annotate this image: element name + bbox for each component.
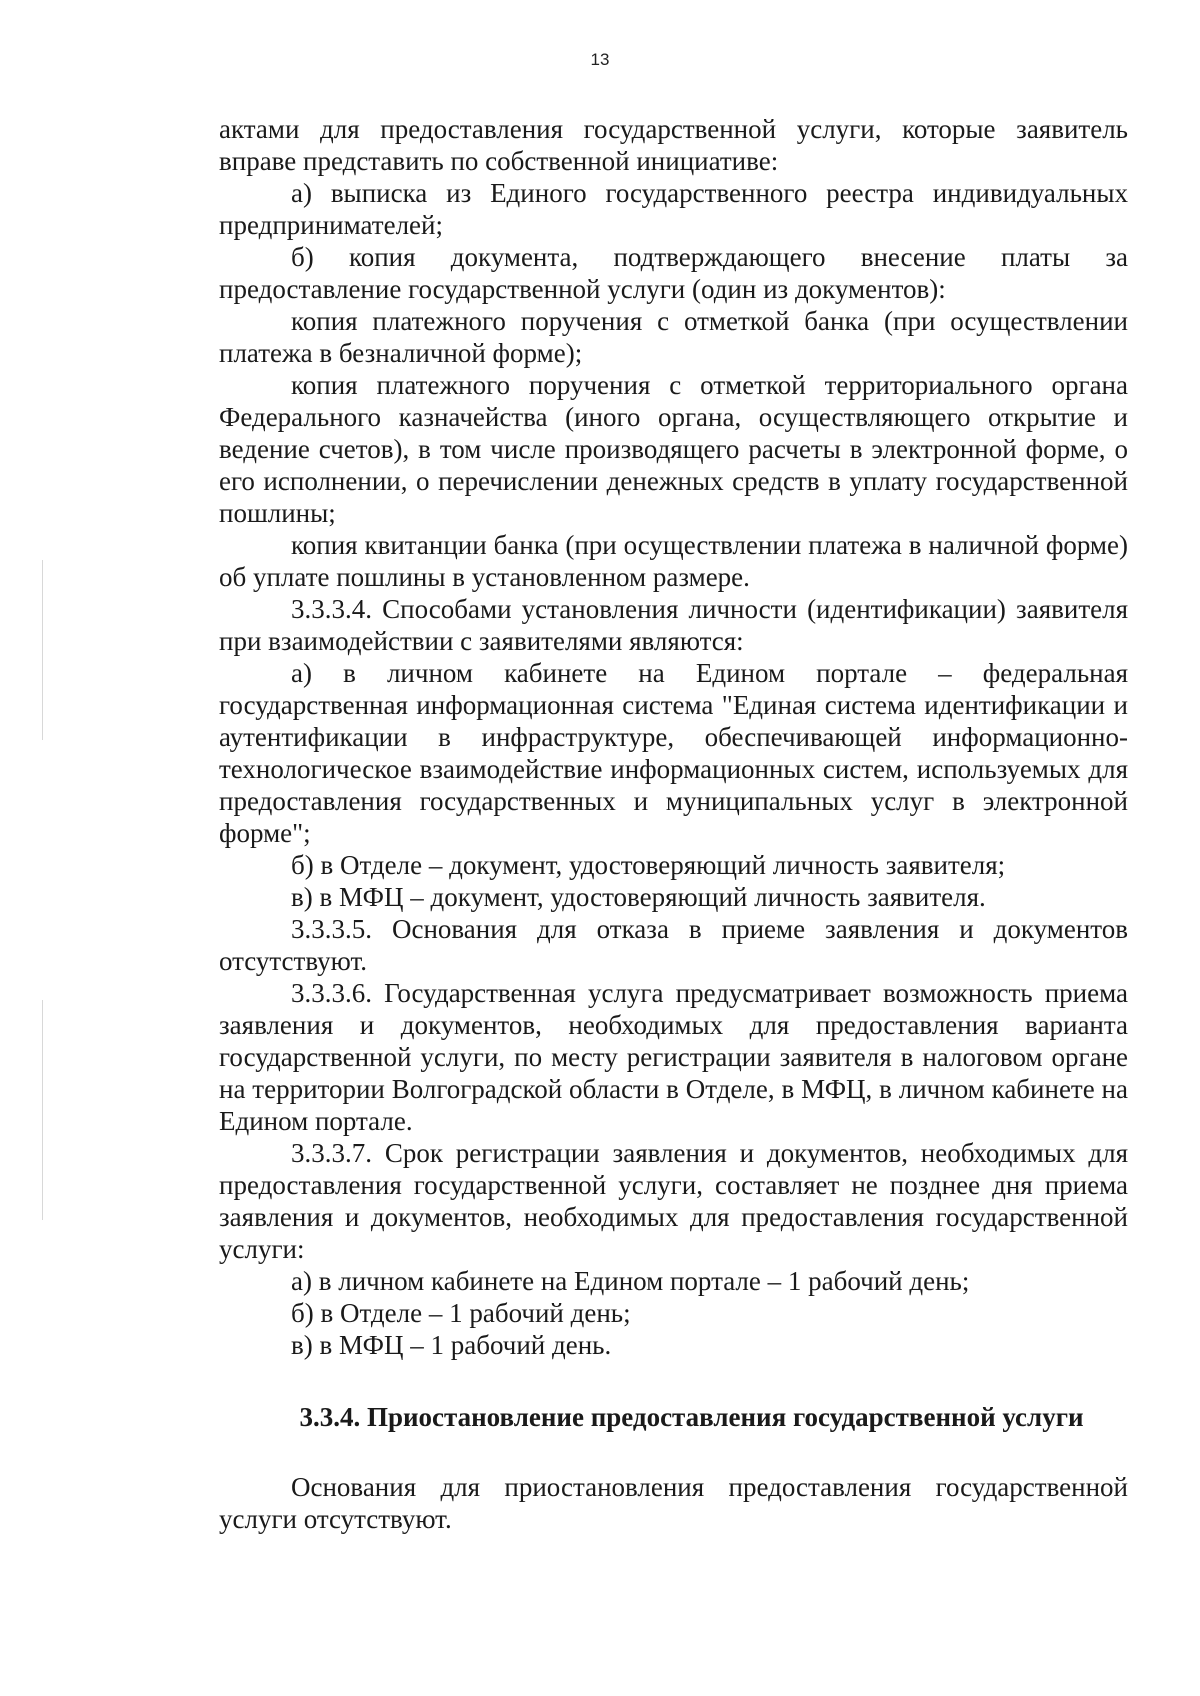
paragraph-term-portal: а) в личном кабинете на Едином портале – 1 рабочий день; [291, 1266, 970, 1296]
paragraph-3-3-3-4: 3.3.3.4. Способами установления личности (идентификации) заявителя при взаимодействии с заявителями являются: [219, 594, 1128, 656]
paragraph-identification-portal: а) в личном кабинете на Едином портале – федеральная государственная информационная система "Единая система идентификации и аутентификации в инфраструктуре, обеспечивающей информационно-технологическое взаимодействие информационных систем, используемых для предоставления государственных и муниципальных услуг в электронной форме"; [219, 658, 1128, 848]
paragraph-bank-receipt: копия квитанции банка (при осуществлении платежа в наличной форме) об уплате пошлины в установленном размере. [219, 530, 1128, 592]
section-heading: 3.3.4. Приостановление предоставления государственной услуги [299, 1402, 1084, 1432]
paragraph-item-a-registry-extract: а) выписка из Единого государственного реестра индивидуальных предпринимателей; [219, 178, 1128, 240]
paragraph-item-b-payment-document: б) копия документа, подтверждающего внесение платы за предоставление государственной услуги (один из документов): [219, 242, 1128, 304]
document-body [219, 113, 1128, 1535]
paragraph-identification-department: б) в Отделе – документ, удостоверяющий личность заявителя; [291, 850, 1006, 880]
paragraph-continuation: актами для предоставления государственной услуги, которые заявитель вправе представить по собственной инициативе: [219, 114, 1128, 176]
paragraph-payment-order-bank: копия платежного поручения с отметкой банка (при осуществлении платежа в безналичной форме); [219, 306, 1128, 368]
section-paragraph: Основания для приостановления предоставления государственной услуги отсутствуют. [219, 1472, 1128, 1534]
paragraph-3-3-3-6: 3.3.3.6. Государственная услуга предусматривает возможность приема заявления и документов, необходимых для предоставления варианта государственной услуги, по месту регистрации заявителя в налоговом органе на территории Волгоградской области в Отделе, в МФЦ, в личном кабинете на Едином портале. [219, 978, 1128, 1136]
paragraph-term-mfc: в) в МФЦ – 1 рабочий день. [291, 1330, 612, 1360]
paragraph-3-3-3-7: 3.3.3.7. Срок регистрации заявления и документов, необходимых для предоставления государственной услуги, составляет не позднее дня приема заявления и документов, необходимых для предоставления государственной услуги: [219, 1138, 1128, 1264]
page-number: 13 [590, 50, 610, 69]
paragraph-term-department: б) в Отделе – 1 рабочий день; [291, 1298, 631, 1328]
paragraph-identification-mfc: в) в МФЦ – документ, удостоверяющий личность заявителя. [291, 882, 986, 912]
paragraph-3-3-3-5: 3.3.3.5. Основания для отказа в приеме заявления и документов отсутствуют. [219, 914, 1128, 976]
scan-edge-mark [42, 1000, 43, 1220]
paragraph-payment-order-treasury: копия платежного поручения с отметкой территориального органа Федерального казначейства (иного органа, осуществляющего открытие и ведение счетов), в том числе производящего расчеты в электронной форме, о его исполнении, о перечислении денежных средств в уплату государственной пошлины; [219, 370, 1128, 528]
scan-edge-mark [42, 560, 43, 740]
